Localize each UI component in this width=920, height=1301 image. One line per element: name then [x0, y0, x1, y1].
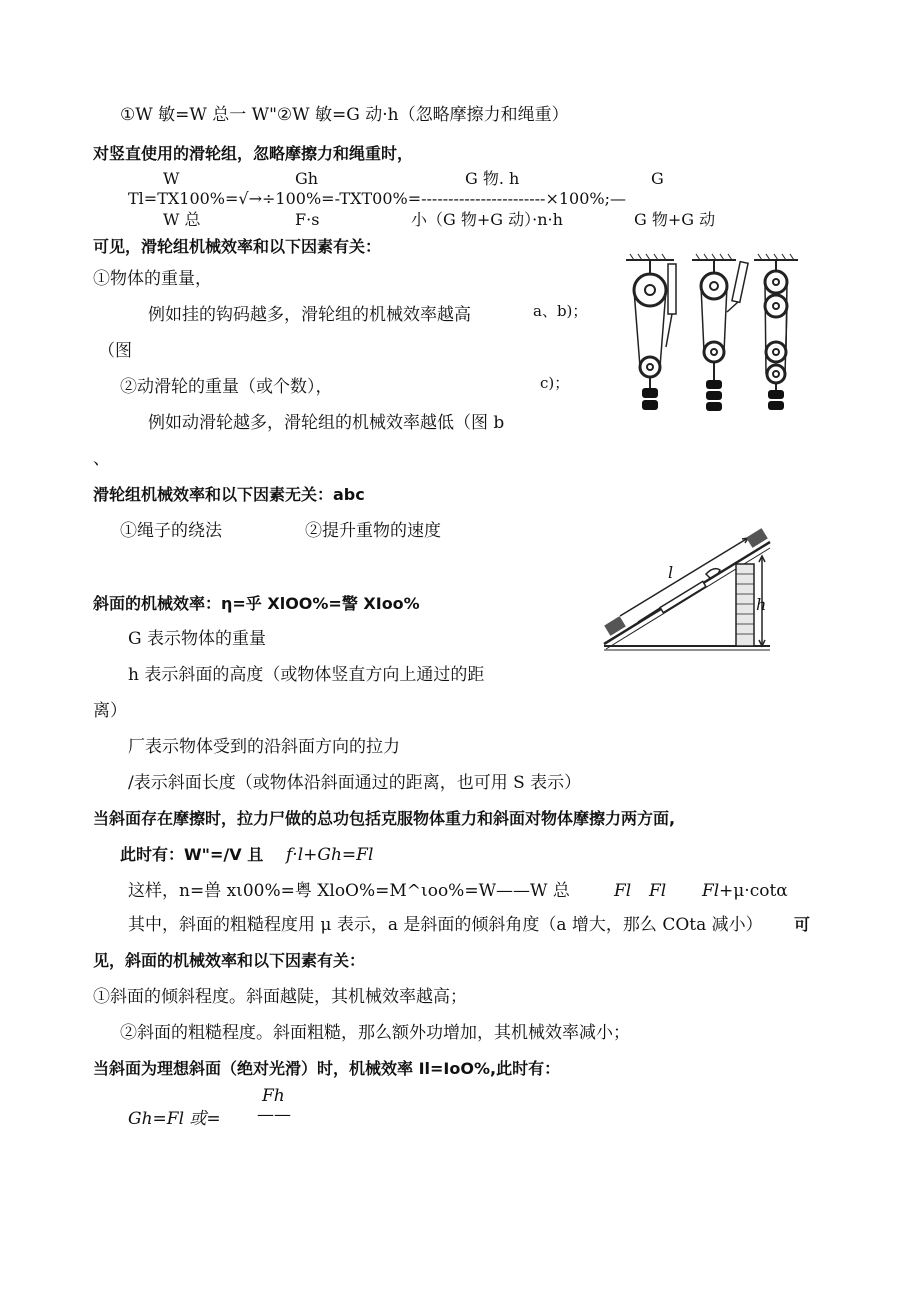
unrelated-rope: ①绳子的绕法 [120, 521, 222, 541]
unrelated-speed: ②提升重物的速度 [305, 521, 441, 541]
pulley-condition-heading: 对竖直使用的滑轮组，忽略摩擦力和绳重时， [93, 144, 414, 163]
def-l: /表示斜面长度（或物体沿斜面通过的距离，也可用 S 表示） [128, 773, 582, 793]
ideal-fraction-bar: —— [257, 1105, 291, 1125]
roughness-note-tail: 可 [794, 915, 811, 934]
incline-label-h: h [756, 595, 767, 614]
eq-fl-3: Fl [702, 881, 720, 901]
factor-movable-pulley: ②动滑轮的重量（或个数）， [120, 377, 333, 397]
eq-den-wtotal: W 总 [163, 210, 201, 229]
incline-factor-roughness: ②斜面的粗糙程度。斜面粗糙，那么额外功增加，其机械效率减小； [120, 1023, 630, 1043]
incline-efficiency-heading: 斜面的机械效率：η=乎 XlOO%=警 XIoo% [93, 594, 420, 613]
friction-condition-eq: f·l+Gh=Fl [286, 845, 374, 865]
factor-weight-example: 例如挂的钩码越多，滑轮组的机械效率越高 [148, 305, 471, 325]
eq-mu-cot: +μ·cotα [719, 881, 788, 901]
stray-mark: 、 [93, 449, 110, 469]
def-g: G 表示物体的重量 [128, 629, 266, 649]
factor-weight: ①物体的重量， [93, 269, 212, 289]
formula-extra-work: ①W 敏=W 总一 W"②W 敏=G 动·h（忽略摩擦力和绳重） [120, 105, 569, 125]
pulley-efficiency-equation: Tl=TX100%=√→÷100%=-TXT00%=-----------------------×100%;— [128, 189, 626, 208]
friction-condition: 此时有：W"=/V 且 [120, 845, 264, 864]
roughness-note: 其中，斜面的粗糙程度用 μ 表示，a 是斜面的倾斜角度（a 增大，那么 COta 减小） [128, 915, 763, 935]
incline-figure [598, 516, 782, 658]
eq-den-fs: F·s [295, 210, 320, 229]
eq-num-g: G [651, 169, 664, 188]
ideal-num-fh: Fh [262, 1086, 285, 1106]
pulley-caption-c: c)； [540, 374, 570, 392]
eq-den-gn: 小（G 物+G 动）·n·h [411, 210, 563, 229]
pulley-system-figure [622, 252, 802, 414]
eq-num-w: W [163, 169, 180, 188]
pulley-caption-ab: a、b)； [533, 302, 588, 320]
incline-efficiency-equation: 这样，n=兽 xι00%=粤 XloO%=M^ιoo%=W——W 总 [128, 881, 570, 901]
factor-movable-example: 例如动滑轮越多，滑轮组的机械效率越低（图 b [148, 413, 505, 433]
eq-fl-2: Fl [649, 881, 667, 901]
def-f: 厂表示物体受到的沿斜面方向的拉力 [128, 737, 400, 757]
def-h: h 表示斜面的高度（或物体竖直方向上通过的距 [128, 665, 485, 685]
incline-factors-heading: 见，斜面的机械效率和以下因素有关： [93, 951, 366, 970]
eq-fl-1: Fl [614, 881, 632, 901]
pulley-factors-heading: 可见，滑轮组机械效率和以下因素有关： [93, 237, 382, 256]
friction-heading: 当斜面存在摩擦时，拉力尸做的总功包括克服物体重力和斜面对物体摩擦力两方面, [93, 809, 676, 828]
incline-factor-slope: ①斜面的倾斜程度。斜面越陡，其机械效率越高； [93, 987, 467, 1007]
def-h-cont: 离） [93, 701, 127, 721]
eq-num-gwh: G 物. h [465, 169, 520, 188]
ideal-incline-heading: 当斜面为理想斜面（绝对光滑）时，机械效率 Il=IoO%,此时有： [93, 1059, 561, 1078]
factor-weight-fig-ref: （图 [98, 341, 132, 361]
incline-label-l: l [668, 563, 674, 582]
eq-num-gh: Gh [295, 169, 319, 188]
pulley-unrelated-heading: 滑轮组机械效率和以下因素无关：abc [93, 485, 365, 504]
eq-den-gsum: G 物+G 动 [634, 210, 716, 229]
ideal-equation: Gh=Fl 或= [128, 1109, 221, 1129]
